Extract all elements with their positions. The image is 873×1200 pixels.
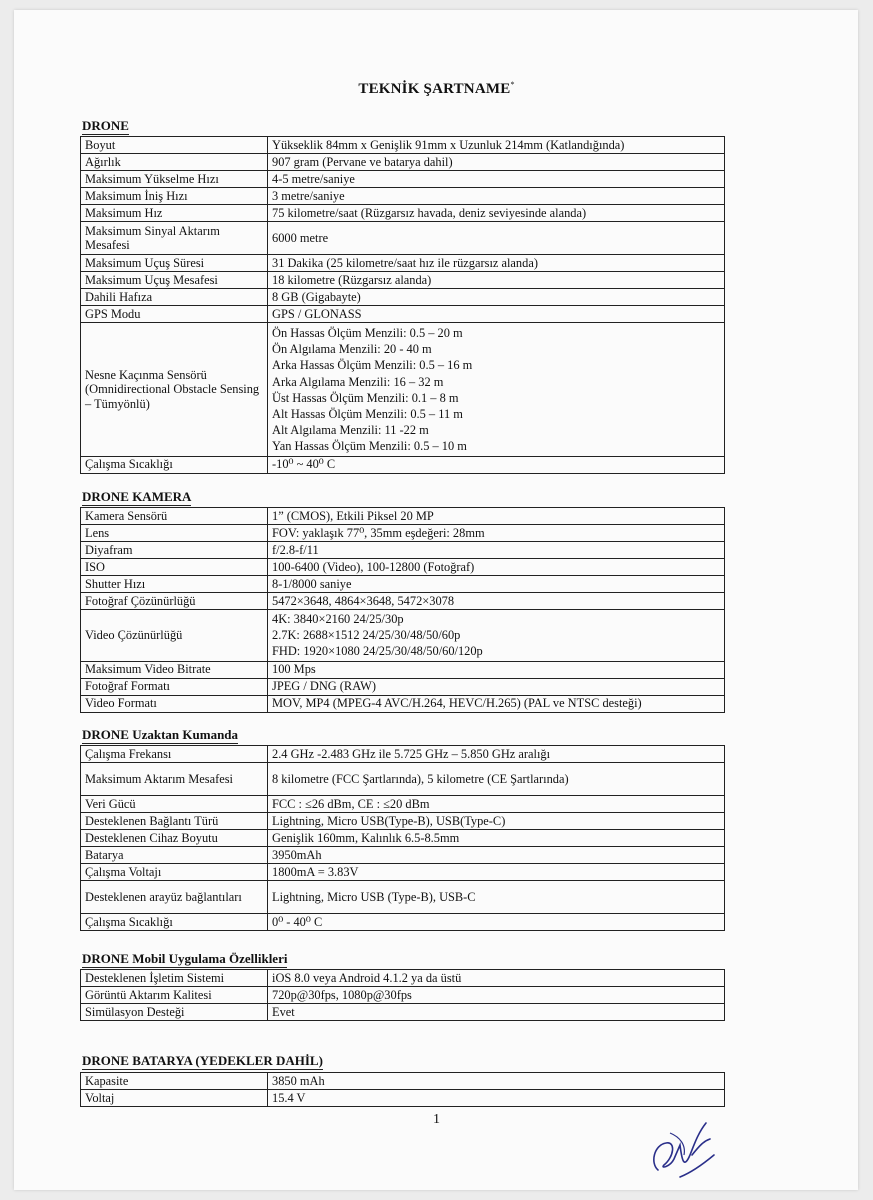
table-row (81, 661, 725, 678)
spec-label: Dahili Hafıza (81, 289, 268, 306)
signature-icon (640, 1115, 730, 1185)
spec-value: Yükseklik 84mm x Genişlik 91mm x Uzunluk 214mm (Katlandığında) (268, 137, 725, 154)
table-row (81, 289, 725, 306)
table-row (81, 456, 725, 473)
table-row (81, 678, 725, 695)
table-row (81, 205, 725, 222)
table-row (81, 525, 725, 542)
spec-value-line: Üst Hassas Ölçüm Menzili: 0.1 – 8 m (272, 390, 459, 405)
table-row (81, 847, 725, 864)
section-title-batarya: DRONE BATARYA (YEDEKLER DAHİL) (82, 1053, 323, 1068)
table-row (81, 987, 725, 1004)
document-title: TEKNİK ŞARTNAME* (358, 80, 515, 97)
spec-label: Boyut (81, 137, 268, 154)
spec-label: Maksimum Yükselme Hızı (81, 171, 268, 188)
spec-value: 0⁰ - 40⁰ C (268, 914, 725, 931)
spec-label: GPS Modu (81, 306, 268, 323)
table-row (81, 914, 725, 931)
table-row (81, 763, 725, 796)
table-row (81, 137, 725, 154)
table-row (81, 559, 725, 576)
spec-label: Desteklenen Bağlantı Türü (81, 813, 268, 830)
spec-value (268, 610, 725, 662)
spec-label: Video Formatı (81, 695, 268, 712)
spec-value: 100-6400 (Video), 100-12800 (Fotoğraf) (268, 559, 725, 576)
table-row (81, 1090, 725, 1107)
table-row (81, 610, 725, 662)
spec-value-line: Alt Hassas Ölçüm Menzili: 0.5 – 11 m (272, 407, 463, 422)
table-row (81, 542, 725, 559)
spec-value: 4-5 metre/saniye (268, 171, 725, 188)
spec-label: Maksimum Uçuş Süresi (81, 255, 268, 272)
spec-value-line: Alt Algılama Menzili: 11 -22 m (272, 423, 429, 438)
spec-table-drone-kamera (80, 507, 725, 713)
table-row (81, 970, 725, 987)
spec-value: FOV: yaklaşık 77⁰, 35mm eşdeğeri: 28mm (268, 525, 725, 542)
spec-value: iOS 8.0 veya Android 4.1.2 ya da üstü (268, 970, 725, 987)
table-row (81, 306, 725, 323)
spec-value: 3850 mAh (268, 1073, 725, 1090)
spec-value: 907 gram (Pervane ve batarya dahil) (268, 154, 725, 171)
spec-value: f/2.8-f/11 (268, 542, 725, 559)
spec-label: Maksimum İniş Hızı (81, 188, 268, 205)
spec-value: 720p@30fps, 1080p@30fps (268, 987, 725, 1004)
spec-value: 75 kilometre/saat (Rüzgarsız havada, deniz seviyesinde alanda) (268, 205, 725, 222)
spec-label: Shutter Hızı (81, 576, 268, 593)
spec-value: 6000 metre (268, 222, 725, 255)
spec-label: Maksimum Video Bitrate (81, 661, 268, 678)
spec-label: Maksimum Sinyal Aktarım Mesafesi (81, 222, 268, 255)
spec-table-uzaktan-kumanda (80, 745, 725, 931)
table-row (81, 746, 725, 763)
spec-label: Kamera Sensörü (81, 508, 268, 525)
table-row (81, 593, 725, 610)
table-row (81, 830, 725, 847)
spec-value (268, 323, 725, 457)
spec-value: 2.4 GHz -2.483 GHz ile 5.725 GHz – 5.850 GHz aralığı (268, 746, 725, 763)
spec-label: Video Çözünürlüğü (81, 610, 268, 662)
table-row (81, 171, 725, 188)
spec-value: 1” (CMOS), Etkili Piksel 20 MP (268, 508, 725, 525)
spec-label: Çalışma Sıcaklığı (81, 914, 268, 931)
spec-label: Voltaj (81, 1090, 268, 1107)
table-row (81, 222, 725, 255)
spec-label: Desteklenen İşletim Sistemi (81, 970, 268, 987)
spec-value: Lightning, Micro USB(Type-B), USB(Type-C) (268, 813, 725, 830)
spec-value: 15.4 V (268, 1090, 725, 1107)
spec-value-line: Ön Hassas Ölçüm Menzili: 0.5 – 20 m (272, 326, 463, 340)
spec-value: Genişlik 160mm, Kalınlık 6.5-8.5mm (268, 830, 725, 847)
table-row (81, 154, 725, 171)
table-row (81, 272, 725, 289)
spec-value: 5472×3648, 4864×3648, 5472×3078 (268, 593, 725, 610)
spec-value: JPEG / DNG (RAW) (268, 678, 725, 695)
spec-table-batarya (80, 1072, 725, 1107)
spec-label: Desteklenen Cihaz Boyutu (81, 830, 268, 847)
table-row (81, 813, 725, 830)
table-row (81, 796, 725, 813)
spec-value: 31 Dakika (25 kilometre/saat hız ile rüzgarsız alanda) (268, 255, 725, 272)
spec-value: -10⁰ ~ 40⁰ C (268, 456, 725, 473)
spec-label: Nesne Kaçınma Sensörü (Omnidirectional Obstacle Sensing – Tümyönlü) (81, 323, 268, 457)
spec-label: Veri Gücü (81, 796, 268, 813)
table-row (81, 323, 725, 457)
table-row (81, 1004, 725, 1021)
spec-value: 8 GB (Gigabayte) (268, 289, 725, 306)
spec-label: Görüntü Aktarım Kalitesi (81, 987, 268, 1004)
table-row (81, 188, 725, 205)
spec-label: Kapasite (81, 1073, 268, 1090)
spec-label: Fotoğraf Çözünürlüğü (81, 593, 268, 610)
spec-table-drone (80, 136, 725, 474)
table-row (81, 576, 725, 593)
spec-label: Desteklenen arayüz bağlantıları (81, 881, 268, 914)
spec-value-line: Arka Algılama Menzili: 16 – 32 m (272, 374, 444, 389)
spec-value: 100 Mps (268, 661, 725, 678)
spec-label: ISO (81, 559, 268, 576)
spec-label: Çalışma Voltajı (81, 864, 268, 881)
spec-label: Ağırlık (81, 154, 268, 171)
spec-value: 1800mA = 3.83V (268, 864, 725, 881)
spec-value-line: Ön Algılama Menzili: 20 - 40 m (272, 342, 432, 357)
spec-value: 8-1/8000 saniye (268, 576, 725, 593)
table-row (81, 255, 725, 272)
spec-value: 3950mAh (268, 847, 725, 864)
spec-label: Çalışma Frekansı (81, 746, 268, 763)
table-row (81, 508, 725, 525)
spec-value-line: FHD: 1920×1080 24/25/30/48/50/60/120p (272, 644, 483, 659)
spec-value: 18 kilometre (Rüzgarsız alanda) (268, 272, 725, 289)
spec-value: MOV, MP4 (MPEG-4 AVC/H.264, HEVC/H.265) (PAL ve NTSC desteği) (268, 695, 725, 712)
spec-value-line: Arka Hassas Ölçüm Menzili: 0.5 – 16 m (272, 358, 473, 373)
spec-value: 8 kilometre (FCC Şartlarında), 5 kilometre (CE Şartlarında) (268, 763, 725, 796)
spec-value: Evet (268, 1004, 725, 1021)
spec-table-mobil-uygulama (80, 969, 725, 1021)
spec-label: Fotoğraf Formatı (81, 678, 268, 695)
spec-label: Maksimum Hız (81, 205, 268, 222)
spec-value-line: Yan Hassas Ölçüm Menzili: 0.5 – 10 m (272, 439, 467, 454)
section-title-drone-kamera: DRONE KAMERA (82, 489, 192, 504)
spec-value: Lightning, Micro USB (Type-B), USB-C (268, 881, 725, 914)
spec-label: Lens (81, 525, 268, 542)
table-row (81, 1073, 725, 1090)
spec-label: Maksimum Uçuş Mesafesi (81, 272, 268, 289)
page-number: 1 (433, 1112, 440, 1127)
table-row (81, 695, 725, 712)
section-title-mobil-uygulama: DRONE Mobil Uygulama Özellikleri (82, 951, 288, 966)
section-title-drone: DRONE (82, 118, 129, 133)
spec-label: Maksimum Aktarım Mesafesi (81, 763, 268, 796)
spec-value: 3 metre/saniye (268, 188, 725, 205)
section-title-uzaktan-kumanda: DRONE Uzaktan Kumanda (82, 727, 239, 742)
spec-label: Batarya (81, 847, 268, 864)
spec-label: Simülasyon Desteği (81, 1004, 268, 1021)
spec-label: Diyafram (81, 542, 268, 559)
table-row (81, 881, 725, 914)
spec-value-line: 2.7K: 2688×1512 24/25/30/48/50/60p (272, 628, 461, 643)
spec-value-line: 4K: 3840×2160 24/25/30p (272, 612, 404, 626)
spec-label: Çalışma Sıcaklığı (81, 456, 268, 473)
table-row (81, 864, 725, 881)
spec-value: GPS / GLONASS (268, 306, 725, 323)
spec-value: FCC : ≤26 dBm, CE : ≤20 dBm (268, 796, 725, 813)
